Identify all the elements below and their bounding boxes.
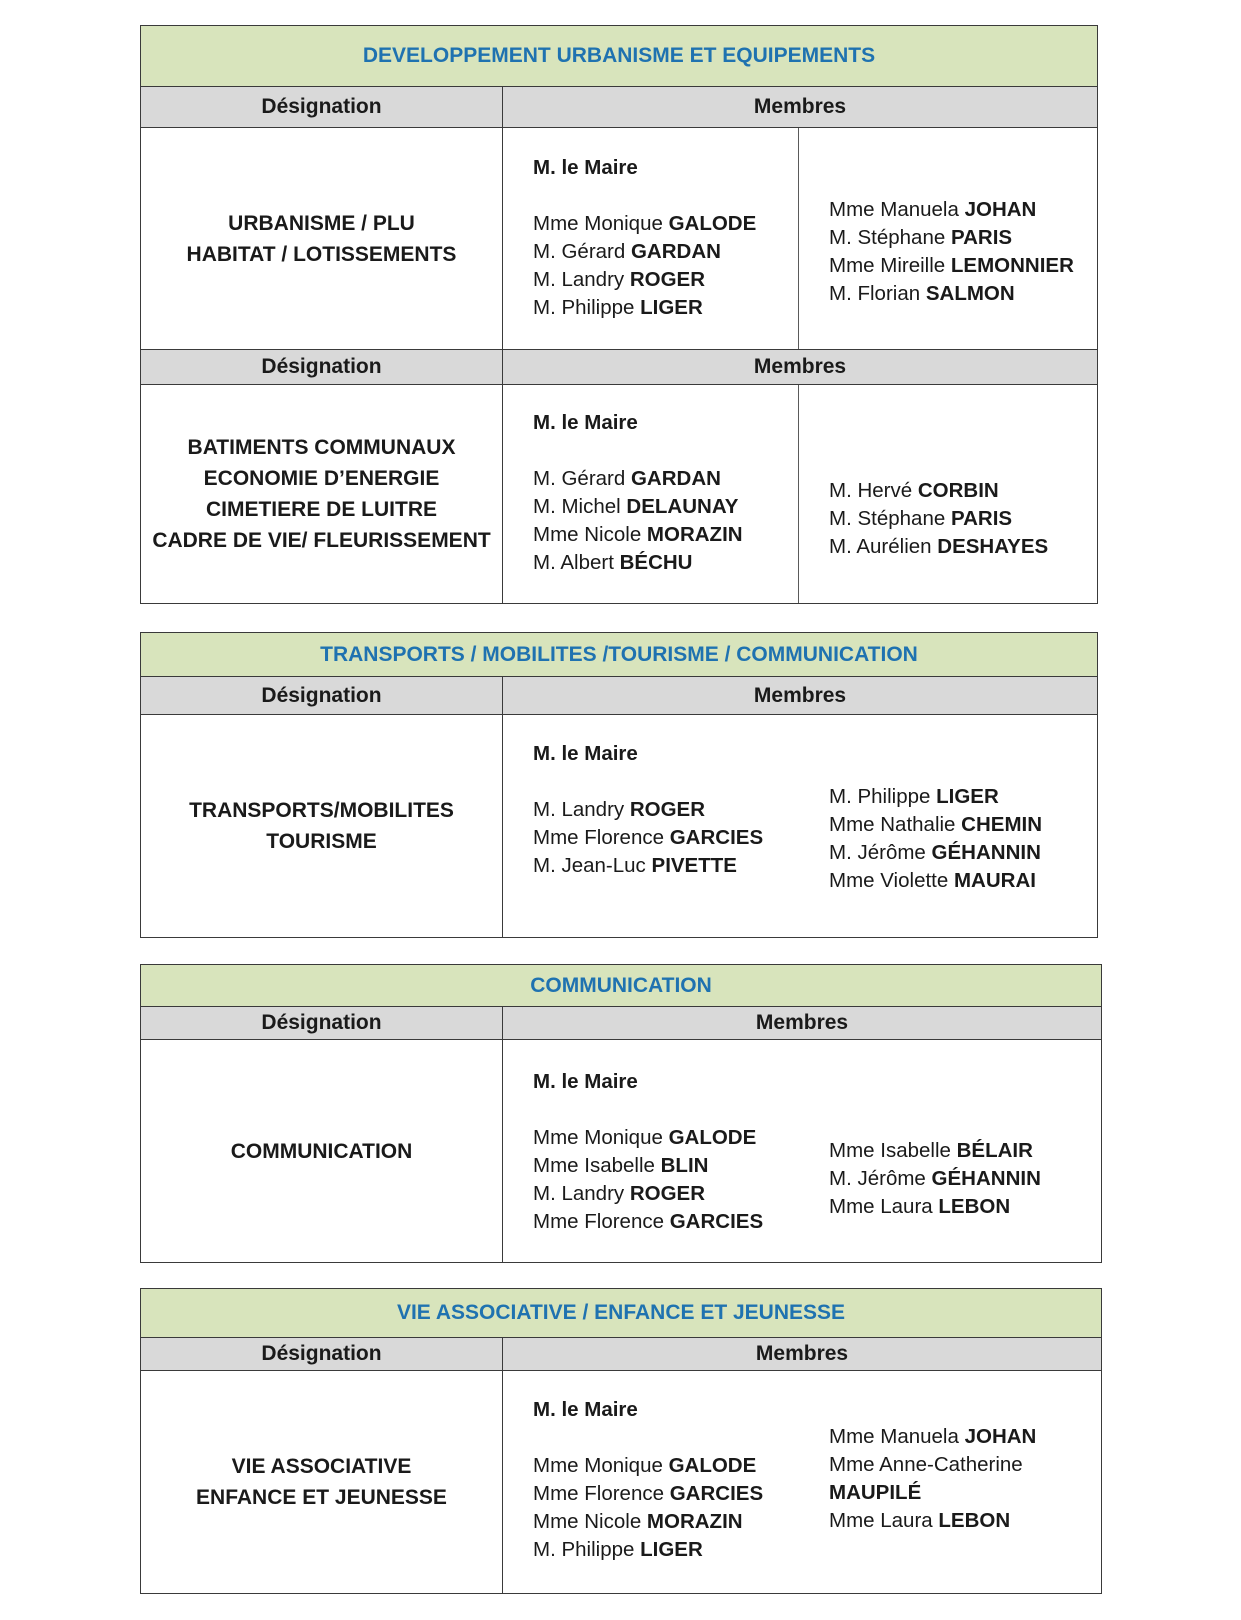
members-column-2 (799, 128, 1097, 349)
member: M. Landry ROGER (533, 798, 706, 821)
member: M. Aurélien DESHAYES (829, 535, 1049, 558)
designation-line: ENFANCE ET JEUNESSE (196, 1486, 447, 1509)
maire: M. le Maire (533, 1070, 638, 1093)
maire: M. le Maire (533, 742, 638, 765)
members-column-1 (503, 715, 799, 937)
table-header (141, 1338, 1101, 1371)
member: M. Philippe LIGER (533, 1538, 703, 1561)
member: M. Philippe LIGER (533, 296, 703, 319)
table-row (141, 128, 1097, 349)
header-members: Membres (753, 355, 847, 378)
member: Mme Nathalie CHEMIN (829, 813, 1043, 836)
members-cell (503, 385, 1097, 603)
member: Mme Manuela JOHAN (829, 198, 1037, 221)
table-row (141, 715, 1097, 937)
table-header (141, 677, 1097, 715)
member: Mme Anne-Catherine (829, 1453, 1023, 1476)
member: M. Jean-Luc PIVETTE (533, 854, 737, 877)
table-header (141, 87, 1097, 128)
member: M. Hervé CORBIN (829, 479, 999, 502)
header-designation: Désignation (141, 677, 503, 714)
member: M. Florian SALMON (829, 282, 1015, 305)
designation-cell (141, 1371, 503, 1593)
table-row (141, 1371, 1101, 1593)
table-header (141, 349, 1097, 385)
members-column-2 (799, 715, 1097, 937)
member: Mme Mireille LEMONNIER (829, 254, 1074, 277)
committee-title: VIE ASSOCIATIVE / ENFANCE ET JEUNESSE (141, 1289, 1101, 1338)
member: Mme Monique GALODE (533, 1126, 757, 1149)
designation-line: ECONOMIE D’ENERGIE (203, 467, 440, 490)
member: M. Jérôme GÉHANNIN (829, 1167, 1041, 1190)
committee-communication (140, 964, 1102, 1263)
committee-title: TRANSPORTS / MOBILITES /TOURISME / COMMUNICATION (141, 633, 1097, 677)
header-members: Membres (755, 1342, 849, 1365)
members-column-1 (503, 385, 799, 603)
member: Mme Florence GARCIES (533, 1210, 764, 1233)
members-cell (503, 1371, 1101, 1593)
designation-line: HABITAT / LOTISSEMENTS (186, 242, 457, 266)
member: Mme Laura LEBON (829, 1509, 1011, 1532)
header-designation: Désignation (141, 1338, 503, 1370)
member: M. Landry ROGER (533, 268, 706, 291)
member: Mme Nicole MORAZIN (533, 1510, 743, 1533)
designation-cell (141, 385, 503, 603)
designation-line: CIMETIERE DE LUITRE (205, 498, 437, 521)
members-column-1 (503, 1040, 799, 1262)
committee-transports (140, 632, 1098, 938)
member: Mme Manuela JOHAN (829, 1425, 1037, 1448)
member: M. Gérard GARDAN (533, 240, 721, 263)
maire: M. le Maire (533, 411, 638, 434)
designation-cell (141, 715, 503, 937)
designation-line: TOURISME (266, 830, 377, 853)
committee-vie-associative (140, 1288, 1102, 1594)
table-row (141, 1040, 1101, 1262)
committee-title: COMMUNICATION (141, 965, 1101, 1007)
member: M. Jérôme GÉHANNIN (829, 841, 1041, 864)
designation-line: VIE ASSOCIATIVE (231, 1455, 412, 1478)
member: Mme Florence GARCIES (533, 826, 764, 849)
designation-line: CADRE DE VIE/ FLEURISSEMENT (152, 529, 491, 552)
maire: M. le Maire (533, 1398, 638, 1421)
designation-line: TRANSPORTS/MOBILITES (189, 799, 454, 822)
member: M. Landry ROGER (533, 1182, 706, 1205)
members-cell (503, 1040, 1101, 1262)
header-members: Membres (753, 95, 847, 118)
member: Mme Nicole MORAZIN (533, 523, 743, 546)
designation-cell (141, 128, 503, 349)
member: MAUPILÉ (829, 1481, 922, 1504)
table-row (141, 385, 1097, 603)
designation-line: URBANISME / PLU (228, 211, 415, 235)
header-members: Membres (753, 683, 847, 707)
members-column-2 (799, 1371, 1101, 1593)
header-designation: Désignation (141, 87, 503, 127)
members-column-2 (799, 385, 1097, 603)
committee-title: DEVELOPPEMENT URBANISME ET EQUIPEMENTS (141, 26, 1097, 87)
member: Mme Laura LEBON (829, 1195, 1011, 1218)
member: M. Albert BÉCHU (533, 551, 693, 574)
member: M. Stéphane PARIS (829, 226, 1013, 249)
maire: M. le Maire (533, 156, 638, 179)
member: Mme Isabelle BLIN (533, 1154, 709, 1177)
member: M. Philippe LIGER (829, 785, 999, 808)
designation-line: BATIMENTS COMMUNAUX (187, 436, 456, 459)
committee-urbanisme (140, 25, 1098, 604)
member: Mme Isabelle BÉLAIR (829, 1139, 1033, 1162)
members-column-1 (503, 1371, 799, 1593)
members-column-2 (799, 1040, 1101, 1262)
header-designation: Désignation (141, 1007, 503, 1039)
member: Mme Monique GALODE (533, 212, 757, 235)
members-cell (503, 715, 1097, 937)
header-members: Membres (755, 1011, 849, 1034)
member: Mme Monique GALODE (533, 1454, 757, 1477)
member: Mme Violette MAURAI (829, 869, 1036, 892)
members-column-1 (503, 128, 799, 349)
member: M. Michel DELAUNAY (533, 495, 739, 518)
member: M. Gérard GARDAN (533, 467, 721, 490)
designation-line: COMMUNICATION (230, 1139, 413, 1163)
member: Mme Florence GARCIES (533, 1482, 764, 1505)
member: M. Stéphane PARIS (829, 507, 1013, 530)
table-header (141, 1007, 1101, 1040)
members-cell (503, 128, 1097, 349)
designation-cell (141, 1040, 503, 1262)
header-designation: Désignation (141, 350, 503, 384)
